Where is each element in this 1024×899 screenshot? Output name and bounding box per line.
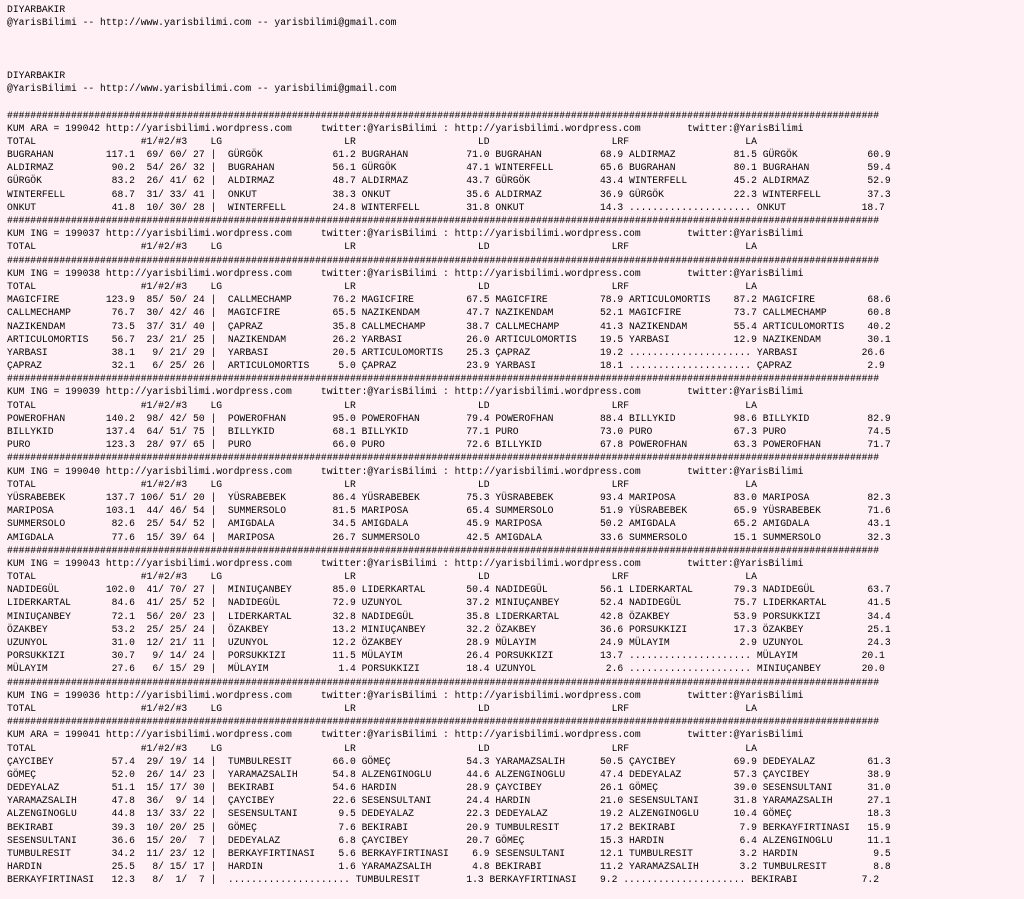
separator-line: ###################################################################################################################################################### — [7, 544, 880, 556]
result-row: YARBASI 38.1 9/ 21/ 29 | YARBASI 20.5 ARTICULOMORTIS 25.3 ÇAPRAZ 19.2 ..................... YARBASI 26.6 — [7, 346, 885, 358]
separator-line: ###################################################################################################################################################### — [7, 373, 880, 385]
race-header-line: KUM ING = 199037 http://yarisbilimi.wordpress.com twitter:@YarisBilimi : http://yarisbilimi.wordpress.com twitter:@YarisBilimi — [7, 228, 804, 240]
result-row: AMIGDALA 77.6 15/ 39/ 64 | MARIPOSA 26.7 SUMMERSOLO 42.5 AMIGDALA 33.6 SUMMERSOLO 15.1 SUMMERSOLO 32.3 — [7, 531, 891, 543]
contact-line: @YarisBilimi -- http://www.yarisbilimi.com -- yarisbilimi@gmail.com — [7, 17, 397, 29]
result-row: ÇAPRAZ 32.1 6/ 25/ 26 | ARTICULOMORTIS 5.0 ÇAPRAZ 23.9 YARBASI 18.1 ..................... ÇAPRAZ 2.9 — [7, 360, 885, 372]
result-row: WINTERFELL 68.7 31/ 33/ 41 | ONKUT 38.3 ONKUT 35.6 ALDIRMAZ 36.9 GÜRGÖK 22.3 WINTERFELL 37.3 — [7, 188, 891, 200]
race-header-line: KUM ING = 199043 http://yarisbilimi.wordpress.com twitter:@YarisBilimi : http://yarisbilimi.wordpress.com twitter:@YarisBilimi — [7, 557, 804, 569]
result-row: TUMBULRESIT 34.2 11/ 23/ 12 | BERKAYFIRTINASI 5.6 BERKAYFIRTINASI 6.9 SESENSULTANI 12.1 TUMBULRESIT 3.2 HARDIN 9.5 — [7, 848, 891, 859]
result-row: YARAMAZSALIH 47.8 36/ 9/ 14 | ÇAYCIBEY 22.6 SESENSULTANI 24.4 HARDIN 21.0 SESENSULTANI 31.8 YARAMAZSALIH 27.1 — [7, 795, 891, 807]
separator-line: ###################################################################################################################################################### — [7, 215, 880, 226]
column-header-line: TOTAL #1/#2/#3 LG LR LD LRF LA — [7, 280, 757, 292]
city-title: DIYARBAKIR — [7, 69, 66, 81]
result-row: BERKAYFIRTINASI 12.3 8/ 1/ 7 | ..................... TUMBULRESIT 1.3 BERKAYFIRTINASI 9.2 ..................... BEKIRABI 7.2 — [7, 874, 880, 886]
result-row: PORSUKKIZI 30.7 9/ 14/ 24 | PORSUKKIZI 11.5 MÜLAYIM 26.4 PORSUKKIZI 13.7 ..................... MÜLAYIM 20.1 — [7, 650, 885, 662]
separator-line: ###################################################################################################################################################### — [7, 716, 880, 728]
result-row: MARIPOSA 103.1 44/ 46/ 54 | SUMMERSOLO 81.5 MARIPOSA 65.4 SUMMERSOLO 51.9 YÜSRABEBEK 65.9 YÜSRABEBEK 71.6 — [7, 505, 891, 517]
city-title: DIYARBAKIR — [7, 4, 66, 15]
blank-line — [7, 95, 1024, 108]
blank-line — [7, 29, 1024, 42]
blank-line — [7, 56, 1024, 69]
result-row: UZUNYOL 31.0 12/ 21/ 11 | UZUNYOL 12.2 ÖZAKBEY 28.9 MÜLAYIM 24.9 MÜLAYIM 2.9 UZUNYOL 24.3 — [7, 637, 891, 648]
result-row: BUGRAHAN 117.1 69/ 60/ 27 | GÜRGÖK 61.2 BUGRAHAN 71.0 BUGRAHAN 68.9 ALDIRMAZ 81.5 GÜRGÖK 60.9 — [7, 149, 891, 161]
result-row: NADIDEGÜL 102.0 41/ 70/ 27 | MINIUÇANBEY 85.0 LIDERKARTAL 50.4 NADIDEGÜL 56.1 LIDERKARTAL 79.3 NADIDEGÜL 63.7 — [7, 584, 891, 596]
column-header-line: TOTAL #1/#2/#3 LG LR LD LRF LA — [7, 571, 757, 583]
result-row: SESENSULTANI 36.6 15/ 20/ 7 | DEDEYALAZ 6.8 ÇAYCIBEY 20.7 GÖMEÇ 15.3 HARDIN 6.4 ALZENGINOGLU 11.1 — [7, 834, 891, 846]
separator-line: ###################################################################################################################################################### — [7, 676, 880, 688]
column-header-line: TOTAL #1/#2/#3 LG LR LD LRF LA — [7, 702, 757, 714]
result-row: HARDIN 25.5 8/ 15/ 17 | HARDIN 1.6 YARAMAZSALIH 4.8 BEKIRABI 11.2 YARAMAZSALIH 3.2 TUMBULRESIT 8.8 — [7, 861, 891, 873]
race-header-line: KUM ING = 199038 http://yarisbilimi.wordpress.com twitter:@YarisBilimi : http://yarisbilimi.wordpress.com twitter:@YarisBilimi — [7, 267, 804, 279]
result-row: ÖZAKBEY 53.2 25/ 25/ 24 | ÖZAKBEY 13.2 MINIUÇANBEY 32.2 ÖZAKBEY 36.6 PORSUKKIZI 17.3 ÖZAKBEY 25.1 — [7, 623, 891, 635]
race-header-line: KUM ING = 199039 http://yarisbilimi.wordpress.com twitter:@YarisBilimi : http://yarisbilimi.wordpress.com twitter:@YarisBilimi — [7, 386, 804, 398]
result-row: YÜSRABEBEK 137.7 106/ 51/ 20 | YÜSRABEBEK 86.4 YÜSRABEBEK 75.3 YÜSRABEBEK 93.4 MARIPOSA 83.0 MARIPOSA 82.3 — [7, 491, 891, 503]
result-row: ALZENGINOGLU 44.8 13/ 33/ 22 | SESENSULTANI 9.5 DEDEYALAZ 22.3 DEDEYALAZ 19.2 ALZENGINOGLU 10.4 GÖMEÇ 18.3 — [7, 808, 891, 820]
column-header-line: TOTAL #1/#2/#3 LG LR LD LRF LA — [7, 241, 757, 253]
result-row: SUMMERSOLO 82.6 25/ 54/ 52 | AMIGDALA 34.5 AMIGDALA 45.9 MARIPOSA 50.2 AMIGDALA 65.2 AMIGDALA 43.1 — [7, 518, 891, 530]
result-row: BILLYKID 137.4 64/ 51/ 75 | BILLYKID 68.1 BILLYKID 77.1 PURO 73.0 PURO 67.3 PURO 74.5 — [7, 426, 891, 437]
column-header-line: TOTAL #1/#2/#3 LG LR LD LRF LA — [7, 399, 757, 411]
result-row: MÜLAYIM 27.6 6/ 15/ 29 | MÜLAYIM 1.4 PORSUKKIZI 18.4 UZUNYOL 2.6 ..................... MINIUÇANBEY 20.0 — [7, 663, 885, 675]
separator-line: ###################################################################################################################################################### — [7, 254, 880, 266]
contact-line: @YarisBilimi -- http://www.yarisbilimi.com -- yarisbilimi@gmail.com — [7, 83, 397, 95]
result-row: POWEROFHAN 140.2 98/ 42/ 50 | POWEROFHAN 95.0 POWEROFHAN 79.4 POWEROFHAN 88.4 BILLYKID 98.6 BILLYKID 82.9 — [7, 412, 891, 424]
result-row: NAZIKENDAM 73.5 37/ 31/ 40 | ÇAPRAZ 35.8 CALLMECHAMP 38.7 CALLMECHAMP 41.3 NAZIKENDAM 55.4 ARTICULOMORTIS 40.2 — [7, 320, 891, 332]
result-row: GÜRGÖK 83.2 26/ 41/ 62 | ALDIRMAZ 48.7 ALDIRMAZ 43.7 GÜRGÖK 43.4 WINTERFELL 45.2 ALDIRMAZ 52.9 — [7, 175, 891, 187]
result-row: ALDIRMAZ 90.2 54/ 26/ 32 | BUGRAHAN 56.1 GÜRGÖK 47.1 WINTERFELL 65.6 BUGRAHAN 80.1 BUGRAHAN 59.4 — [7, 162, 891, 174]
result-row: LIDERKARTAL 84.6 41/ 25/ 52 | NADIDEGÜL 72.9 UZUNYOL 37.2 MINIUÇANBEY 52.4 NADIDEGÜL 75.7 LIDERKARTAL 41.5 — [7, 597, 891, 609]
column-header-line: TOTAL #1/#2/#3 LG LR LD LRF LA — [7, 742, 757, 754]
result-row: ÇAYCIBEY 57.4 29/ 19/ 14 | TUMBULRESIT 66.0 GÖMEÇ 54.3 YARAMAZSALIH 50.5 ÇAYCIBEY 69.9 DEDEYALAZ 61.3 — [7, 755, 891, 767]
race-header-line: KUM ING = 199040 http://yarisbilimi.wordpress.com twitter:@YarisBilimi : http://yarisbilimi.wordpress.com twitter:@YarisBilimi — [7, 465, 804, 477]
blank-line — [7, 43, 1024, 56]
result-row: GÖMEÇ 52.0 26/ 14/ 23 | YARAMAZSALIH 54.8 ALZENGINOGLU 44.6 ALZENGINOGLU 47.4 DEDEYALAZ 57.3 ÇAYCIBEY 38.9 — [7, 768, 891, 780]
result-row: MINIUÇANBEY 72.1 56/ 20/ 23 | LIDERKARTAL 32.8 NADIDEGÜL 35.8 LIDERKARTAL 42.8 ÖZAKBEY 53.9 PORSUKKIZI 34.4 — [7, 610, 891, 622]
race-header-line: KUM ARA = 199042 http://yarisbilimi.wordpress.com twitter:@YarisBilimi : http://yarisbilimi.wordpress.com twitter:@YarisBilimi — [7, 122, 804, 134]
result-row: MAGICFIRE 123.9 85/ 50/ 24 | CALLMECHAMP 76.2 MAGICFIRE 67.5 MAGICFIRE 78.9 ARTICULOMORTIS 87.2 MAGICFIRE 68.6 — [7, 294, 891, 306]
race-header-line: KUM ARA = 199041 http://yarisbilimi.wordpress.com twitter:@YarisBilimi : http://yarisbilimi.wordpress.com twitter:@YarisBilimi — [7, 729, 804, 741]
separator-line: ###################################################################################################################################################### — [7, 452, 880, 464]
separator-line: ###################################################################################################################################################### — [7, 109, 880, 121]
column-header-line: TOTAL #1/#2/#3 LG LR LD LRF LA — [7, 135, 757, 147]
column-header-line: TOTAL #1/#2/#3 LG LR LD LRF LA — [7, 478, 757, 490]
result-row: ARTICULOMORTIS 56.7 23/ 21/ 25 | NAZIKENDAM 26.2 YARBASI 26.0 ARTICULOMORTIS 19.5 YARBASI 12.9 NAZIKENDAM 30.1 — [7, 333, 891, 345]
result-row: BEKIRABI 39.3 10/ 20/ 25 | GÖMEÇ 7.6 BEKIRABI 20.9 TUMBULRESIT 17.2 BEKIRABI 7.9 BERKAYFIRTINASI 15.9 — [7, 821, 891, 833]
race-header-line: KUM ING = 199036 http://yarisbilimi.wordpress.com twitter:@YarisBilimi : http://yarisbilimi.wordpress.com twitter:@YarisBilimi — [7, 689, 804, 701]
result-row: ONKUT 41.8 10/ 30/ 28 | WINTERFELL 24.8 WINTERFELL 31.8 ONKUT 14.3 ..................... ONKUT 18.7 — [7, 201, 885, 213]
result-row: PURO 123.3 28/ 97/ 65 | PURO 66.0 PURO 72.6 BILLYKID 67.8 POWEROFHAN 63.3 POWEROFHAN 71.7 — [7, 439, 891, 451]
result-row: CALLMECHAMP 76.7 30/ 42/ 46 | MAGICFIRE 65.5 NAZIKENDAM 47.7 NAZIKENDAM 52.1 MAGICFIRE 73.7 CALLMECHAMP 60.8 — [7, 307, 891, 319]
result-row: DEDEYALAZ 51.1 15/ 17/ 30 | BEKIRABI 54.6 HARDIN 28.9 ÇAYCIBEY 26.1 GÖMEÇ 39.0 SESENSULTANI 31.0 — [7, 782, 891, 794]
